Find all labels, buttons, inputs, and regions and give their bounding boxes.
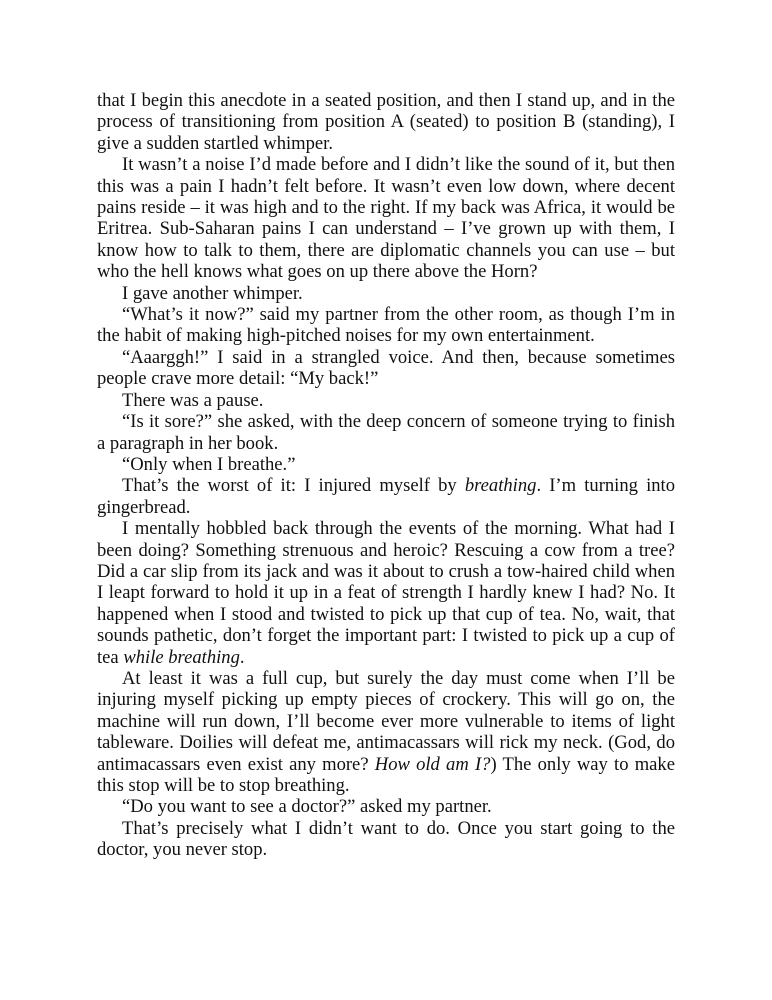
paragraph-text: “Do you want to see a doctor?” asked my partner. [122,796,492,818]
paragraph [97,454,675,475]
paragraph-text: I mentally hobbled back through the events of the morning. What had I been doing? Something strenuous and heroic? Rescuing a cow from a tree? Did a car slip from its jack and was it about to crush a tow-haired child when I leapt forward to hold it up in a feat of strength I hardly knew I had? No. It happened when I stood and twisted to pick up that cup of tea. No, wait, that sounds pathetic, don’t forget the important part: I twisted to pick up a cup of tea [97,518,675,668]
paragraph-text: That’s the worst of it: I injured myself by [122,475,465,497]
paragraph-text: There was a pause. [122,389,264,411]
paragraph [97,796,675,817]
paragraph [97,347,675,390]
paragraph-text: It wasn’t a noise I’d made before and I didn’t like the sound of it, but then this was a pain I hadn’t felt before. It wasn’t even low down, where decent pains reside – it was high and to the right. If my back was Africa, it would be Eritrea. Sub-Saharan pains I can understand – I’ve grown up with them, I know how to talk to them, there are diplomatic channels you can use – but who the hell knows what goes on up there above the Horn? [97,154,675,283]
paragraph-text: . I’m turning into gingerbread. [97,475,676,518]
paragraph [97,818,675,861]
paragraph [97,475,675,518]
paragraph [97,668,675,796]
paragraph [97,90,675,154]
paragraph [97,390,675,411]
italic-text: breathing [464,475,537,497]
paragraph [97,411,675,454]
paragraph-text: ) The only way to make this stop will be to stop breathing. [97,753,675,796]
paragraph [97,518,675,668]
italic-text: while breathing [123,646,240,668]
paragraph-text: “Aaarggh!” I said in a strangled voice. And then, because sometimes people crave more detail: “My back!” [97,346,675,390]
paragraph-text: . [239,646,245,668]
italic-text: How old am I? [374,753,491,775]
page-body [97,90,675,861]
paragraph-text: That’s precisely what I didn’t want to do. Once you start going to the doctor, you never stop. [97,817,675,861]
paragraph [97,154,675,282]
paragraph-text: that I begin this anecdote in a seated position, and then I stand up, and in the process of transitioning from position A (seated) to position B (standing), I give a sudden startled whimper. [97,90,675,154]
paragraph-text: “Only when I breathe.” [122,453,296,475]
paragraph [97,283,675,304]
paragraph [97,304,675,347]
paragraph-text: At least it was a full cup, but surely the day must come when I’ll be injuring myself picking up empty pieces of crockery. This will go on, the machine will run down, I’ll become ever more vulnerable to items of light tableware. Doilies will defeat me, antimacassars will rick my neck. (God, do antimacassars even exist any more? [97,667,675,775]
paragraph-text: I gave another whimper. [122,282,303,304]
paragraph-text: “What’s it now?” said my partner from the other room, as though I’m in the habit of making high-pitched noises for my own entertainment. [97,304,675,347]
paragraph-text: “Is it sore?” she asked, with the deep concern of someone trying to finish a paragraph in her book. [97,411,675,454]
